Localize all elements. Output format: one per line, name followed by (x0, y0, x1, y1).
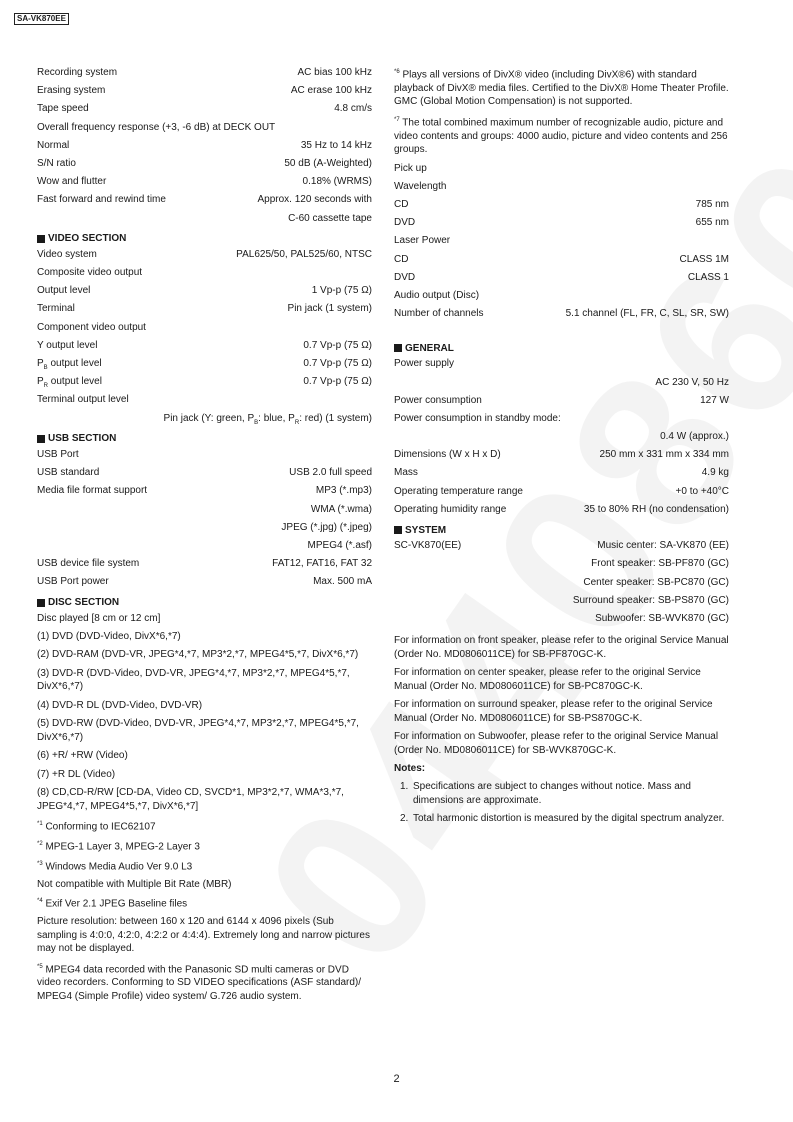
usb-format: JPEG (*.jpg) (*.jpeg) (281, 521, 372, 533)
spec-row-value: Max. 500 mA (313, 576, 372, 588)
system-item: Subwoofer: SB-WVK870 (GC) (595, 612, 729, 624)
disc-item: (7) +R DL (Video) (37, 768, 116, 780)
spec-row-label: Wow and flutter (37, 176, 107, 188)
system-item: Surround speaker: SB-PS870 (GC) (572, 594, 729, 606)
spec-row-label: S/N ratio (37, 157, 76, 169)
disc-item: (1) DVD (DVD-Video, DivX*6,*7) (37, 630, 181, 642)
notes-heading: Notes: (394, 763, 426, 775)
disc-section-heading: DISC SECTION (37, 593, 372, 611)
square-bullet-icon (37, 599, 45, 607)
footnote-6: $^{*6}$ Plays all versions of DivX® video (including DivX®6) with standard playback of DivX® media files. Certified to the DivX® Home Theater Profile. GMC (Global Motion Compensation) is not supported. (394, 69, 729, 108)
spec-row-value: AC bias 100 kHz (297, 67, 372, 78)
spec-row-value: Approx. 120 seconds with (257, 194, 372, 206)
spec-row (394, 253, 729, 271)
spec-row-label: Operating humidity range (394, 503, 507, 515)
spec-row-value: 35 to 80% RH (no condensation) (583, 503, 729, 515)
note-item: 2. Total harmonic distortion is measured by the digital spectrum analyzer. (400, 813, 725, 825)
spec-row-label: USB device file system (37, 558, 140, 570)
channels-row: Number of channels 5.1 channel (FL, FR, C, SL, SR, SW) (394, 308, 729, 320)
usb-port-heading: USB Port (37, 448, 79, 460)
spec-row (37, 66, 372, 84)
spec-row-value: +0 to +40°C (675, 485, 729, 497)
disc-played: Disc played [8 cm or 12 cm] (37, 612, 161, 624)
spec-row (394, 485, 729, 503)
info-paragraph: For information on center speaker, please refer to the original Service Manual (Order No. MD0806011CE) for SB-PC870GC-K. (394, 667, 701, 692)
usb-format: WMA (*.wma) (310, 503, 372, 515)
power-supply-value: AC 230 V, 50 Hz (655, 376, 729, 388)
spec-row-value: CLASS 1M (679, 253, 729, 265)
square-bullet-icon (37, 435, 45, 443)
note-item: 1. Specifications are subject to changes without notice. Mass and dimensions are approximate. (400, 781, 691, 806)
system-first-row: SC-VK870(EE) Music center: SA-VK870 (EE) (394, 540, 729, 552)
spec-row (37, 102, 372, 120)
spec-row-label: Tape speed (37, 103, 89, 115)
model-tag: SA-VK870EE (14, 13, 69, 25)
spec-row-value: 4.9 kg (701, 467, 729, 479)
spec-row (37, 466, 372, 484)
square-bullet-icon (37, 235, 45, 243)
square-bullet-icon (394, 344, 402, 352)
spec-row-label: Mass (394, 467, 418, 479)
spec-row (37, 484, 372, 502)
spec-row-label: DVD (394, 271, 416, 283)
spec-row-label: Operating temperature range (394, 485, 523, 497)
system-section-heading: SYSTEM (394, 521, 729, 539)
spec-row (394, 216, 729, 234)
video-section-heading: VIDEO SECTION (37, 230, 372, 248)
disc-item: (4) DVD-R DL (DVD-Video, DVD-VR) (37, 699, 203, 711)
spec-row-value: FAT12, FAT16, FAT 32 (272, 558, 372, 570)
spec-row-value: 250 mm x 331 mm x 334 mm (599, 449, 729, 461)
left-column (37, 66, 372, 1008)
pr-output-row: $P_R$ output level 0.7 Vp-p (75 Ω) (37, 376, 372, 390)
spec-row (394, 503, 729, 521)
spec-row (37, 139, 372, 157)
spec-row (37, 284, 372, 302)
info-paragraph: For information on surround speaker, please refer to the original Service Manual (Order No. MD0806011CE) for SB-PS870GC-K. (394, 699, 713, 724)
square-bullet-icon (394, 526, 402, 534)
terminal-output-heading: Terminal output level (37, 394, 129, 406)
freq-heading: Overall frequency response (+3, -6 dB) at DECK OUT (37, 121, 276, 133)
terminal-output-value: Pin jack (Y: green, $P_B$: blue, $P_R$: red) (1 system) (163, 412, 372, 426)
spec-row-label: USB standard (37, 467, 100, 479)
power-supply-heading: Power supply (394, 358, 455, 370)
spec-row-label: Fast forward and rewind time (37, 194, 166, 206)
footnote-5: $^{*5}$ MPEG4 data recorded with the Panasonic SD multi cameras or DVD video recorders. Conforming to SD VIDEO specifications (ASF standard)/ MPEG4 (Simple Profile) video system/ G.726 audio system. (37, 963, 362, 1002)
deck-cont: C-60 cassette tape (288, 212, 372, 224)
disc-item: (3) DVD-R (DVD-Video, DVD-VR, JPEG*4,*7, MP3*2,*7, MPEG4*5,*7, DivX*6,*7) (37, 667, 350, 693)
footnote-7: $^{*7}$ The total combined maximum number of recognizable audio, picture and video contents and groups: 4000 audio, picture and video contents and 256 groups. (394, 116, 728, 156)
spec-row (394, 271, 729, 289)
spec-row-label: CD (394, 253, 409, 265)
spec-row-label: DVD (394, 217, 416, 229)
spec-row-label: Terminal (37, 303, 75, 315)
spec-row (37, 157, 372, 175)
spec-row-label: Output level (37, 285, 91, 297)
footnote-4: $^{*4}$ Exif Ver 2.1 JPEG Baseline files (37, 898, 188, 910)
spec-row-value: 0.18% (WRMS) (302, 176, 372, 188)
page-number: 2 (393, 1073, 400, 1085)
spec-row-value: USB 2.0 full speed (289, 467, 372, 479)
spec-row-label: USB Port power (37, 576, 109, 588)
mbr-note: Not compatible with Multiple Bit Rate (MBR) (37, 878, 232, 890)
spec-row (37, 575, 372, 593)
system-item: Front speaker: SB-PF870 (GC) (591, 558, 729, 570)
spec-row-label: Media file format support (37, 485, 148, 497)
audio-output-heading: Audio output (Disc) (394, 289, 480, 301)
spec-row-label: Erasing system (37, 85, 106, 97)
spec-row (37, 557, 372, 575)
spec-row (37, 84, 372, 102)
standby-value: 0.4 W (approx.) (660, 431, 729, 443)
spec-row-label: Normal (37, 139, 70, 151)
system-item: Center speaker: SB-PC870 (GC) (583, 576, 729, 588)
spec-row-value: 4.8 cm/s (334, 103, 372, 115)
spec-row (394, 198, 729, 216)
pickup-heading: Pick up (394, 162, 427, 174)
spec-row-value: AC erase 100 kHz (290, 85, 372, 97)
spec-row-value: 655 nm (695, 217, 729, 229)
spec-row-value: 1 Vp-p (75 Ω) (311, 285, 372, 297)
wavelength-heading: Wavelength (394, 180, 447, 192)
spec-row-value: CLASS 1 (687, 271, 729, 283)
info-paragraph: For information on front speaker, please refer to the original Service Manual (Order No. MD0806011CE) for SB-PF870GC-K. (394, 635, 729, 660)
spec-row-value: 35 Hz to 14 kHz (300, 139, 372, 151)
disc-item: (5) DVD-RW (DVD-Video, DVD-VR, JPEG*4,*7, MP3*2,*7, MPEG4*5,*7, DivX*6,*7) (37, 718, 359, 743)
spec-row (37, 175, 372, 193)
spec-row-value: MP3 (*.mp3) (315, 485, 372, 497)
spec-row (37, 193, 372, 211)
footnote: $^{*1}$ Conforming to IEC62107 (37, 821, 156, 833)
spec-row (37, 302, 372, 320)
disc-item: (8) CD,CD-R/RW [CD-DA, Video CD, SVCD*1, MP3*2,*7, WMA*3,*7, JPEG*4,*7, MPEG4*5,*7, DivX*6,*7] (37, 787, 344, 812)
laser-heading: Laser Power (394, 235, 451, 247)
general-section-heading: GENERAL (394, 339, 729, 357)
footnote: $^{*3}$ Windows Media Audio Ver 9.0 L3 (37, 860, 193, 873)
picture-resolution: Picture resolution: between 160 x 120 and 6144 x 4096 pixels (Sub sampling is 4:0:0, 4:2:0, 4:2:2 or 4:4:4). Extremely long and narrow pictures may not be displayed. (37, 916, 370, 955)
spec-row-value: Pin jack (1 system) (287, 303, 372, 315)
usb-format: MPEG4 (*.asf) (307, 539, 372, 551)
right-column (394, 66, 729, 831)
spec-row-value: 785 nm (695, 199, 729, 211)
info-paragraph: For information on Subwoofer, please refer to the original Service Manual (Order No. MD0806011CE) for SB-WVK870GC-K. (394, 731, 719, 756)
pb-output-row: $P_B$ output level 0.7 Vp-p (75 Ω) (37, 358, 372, 371)
usb-section-heading: USB SECTION (37, 430, 372, 448)
spec-row (394, 448, 729, 466)
disc-item: (2) DVD-RAM (DVD-VR, JPEG*4,*7, MP3*2,*7, MPEG4*5,*7, DivX*6,*7) (37, 649, 359, 661)
spec-row-label: Dimensions (W x H x D) (394, 449, 501, 461)
spec-row-label: Recording system (37, 67, 118, 78)
component-heading: Component video output (37, 321, 146, 333)
spec-row (394, 466, 729, 484)
footnote: $^{*2}$ MPEG-1 Layer 3, MPEG-2 Layer 3 (37, 841, 200, 853)
power-consumption-row: Power consumption 127 W (394, 394, 729, 406)
composite-heading: Composite video output (37, 267, 143, 279)
standby-heading: Power consumption in standby mode: (394, 412, 561, 424)
spec-row-value: 50 dB (A-Weighted) (284, 157, 372, 169)
y-output-row: Y output level 0.7 Vp-p (75 Ω) (37, 339, 372, 351)
spec-row-label: CD (394, 199, 409, 211)
video-system-row: Video system PAL625/50, PAL525/60, NTSC (37, 248, 372, 260)
disc-item: (6) +R/ +RW (Video) (37, 750, 128, 762)
